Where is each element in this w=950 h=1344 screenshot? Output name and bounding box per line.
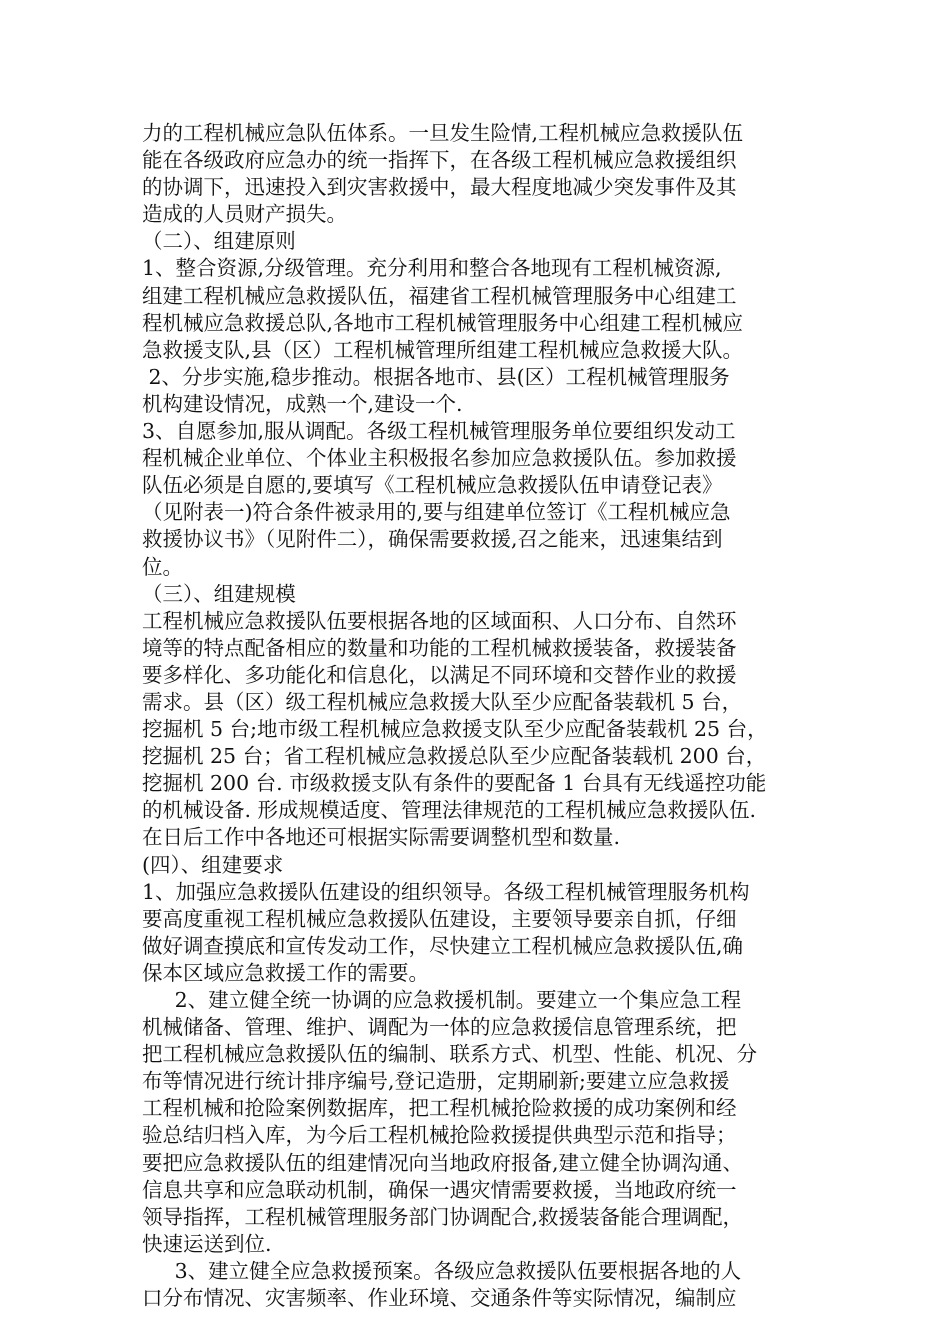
text-line: 程机械应急救援总队,各地市工程机械管理服务中心组建工程机械应 [142,310,744,335]
text-line: 2、分步实施,稳步推动。根据各地市、县(区）工程机械管理服务 [142,364,730,389]
text-line: 信息共享和应急联动机制，确保一遇灾情需要救援，当地政府统一 [142,1177,737,1202]
text-line: 口分布情况、灾害频率、作业环境、交通条件等实际情况，编制应 [142,1286,737,1311]
text-line: 2、建立健全统一协调的应急救援机制。要建立一个集应急工程 [142,988,742,1012]
text-line: 造成的人员财产损失。 [142,202,347,227]
text-line: 快速运送到位. [142,1231,272,1256]
text-line: 工程机械和抢险案例数据库，把工程机械抢险救援的成功案例和经 [142,1096,737,1121]
text-line: 力的工程机械应急队伍体系。一旦发生险情,工程机械应急救援队伍 [142,121,744,145]
text-line: 要高度重视工程机械应急救援队伍建设，主要领导要亲自抓，仔细 [142,906,737,931]
text-line: 1、整合资源,分级管理。充分利用和整合各地现有工程机械资源, [142,256,722,281]
text-line: 组建工程机械应急救援队伍，福建省工程机械管理服务中心组建工 [142,283,737,308]
text-line: (四）、组建要求 [142,852,284,877]
text-line: 急救援支队,县（区）工程机械管理所组建工程机械应急救援大队。 [142,337,744,362]
text-line: 布等情况进行统计排序编号,登记造册，定期刷新;要建立应急救援 [142,1069,730,1094]
text-line: 位。 [142,554,183,579]
text-line: （二）、组建原则 [142,229,296,254]
text-line: 挖掘机 5 台;地市级工程机械应急救援支队至少应配备装载机 25 台， [142,717,768,742]
text-line: 机械储备、管理、维护、调配为一体的应急救援信息管理系统，把 [142,1015,737,1040]
text-line: 要多样化、多功能化和信息化，以满足不同环境和交替作业的救援 [142,662,737,687]
text-line: 1、加强应急救援队伍建设的组织领导。各级工程机械管理服务机构 [142,879,750,904]
text-line: 队伍必须是自愿的,要填写《工程机械应急救援队伍申请登记表》 [142,473,723,498]
text-line: 在日后工作中各地还可根据实际需要调整机型和数量. [142,825,621,850]
text-line: 做好调查摸底和宣传发动工作，尽快建立工程机械应急救援队伍,确 [142,933,744,958]
text-line: 3、建立健全应急救援预案。各级应急救援队伍要根据各地的人 [142,1258,742,1283]
text-line: 的机械设备. 形成规模适度、管理法律规范的工程机械应急救援队伍. [142,798,757,823]
text-line: 程机械企业单位、个体业主积极报名参加应急救援队伍。参加救援 [142,446,737,471]
text-line: 验总结归档入库，为今后工程机械抢险救援提供典型示范和指导； [142,1123,737,1148]
text-line: （三）、组建规模 [142,581,296,606]
text-line: 把工程机械应急救援队伍的编制、联系方式、机型、性能、机况、分 [142,1042,757,1067]
text-line: 保本区域应急救援工作的需要。 [142,960,429,985]
text-line: 境等的特点配备相应的数量和功能的工程机械救援装备，救援装备 [142,635,737,660]
text-line: 工程机械应急救援队伍要根据各地的区域面积、人口分布、自然环 [142,608,737,633]
text-line: 救援协议书》（见附件二），确保需要救援,召之能来，迅速集结到 [142,527,723,552]
body-text [142,120,812,1312]
text-line: 的协调下，迅速投入到灾害救援中，最大程度地减少突发事件及其 [142,175,737,200]
text-line: 要把应急救援队伍的组建情况向当地政府报备,建立健全协调沟通、 [142,1150,744,1175]
text-line: 机构建设情况，成熟一个,建设一个. [142,391,463,416]
text-line: （见附表一)符合条件被录用的,要与组建单位签订《工程机械应急 [142,500,731,525]
text-line: 能在各级政府应急办的统一指挥下，在各级工程机械应急救援组织 [142,148,737,173]
text-line: 挖掘机 200 台. 市级救援支队有条件的要配备 1 台具有无线遥控功能 [142,771,767,796]
text-line: 3、自愿参加,服从调配。各级工程机械管理服务单位要组织发动工 [142,419,736,444]
text-line: 挖掘机 25 台；省工程机械应急救援总队至少应配备装载机 200 台， [142,744,767,769]
text-line: 领导指挥，工程机械管理服务部门协调配合,救援装备能合理调配， [142,1204,744,1229]
text-line: 需求。县（区）级工程机械应急救援大队至少应配备装载机 5 台， [142,689,743,714]
